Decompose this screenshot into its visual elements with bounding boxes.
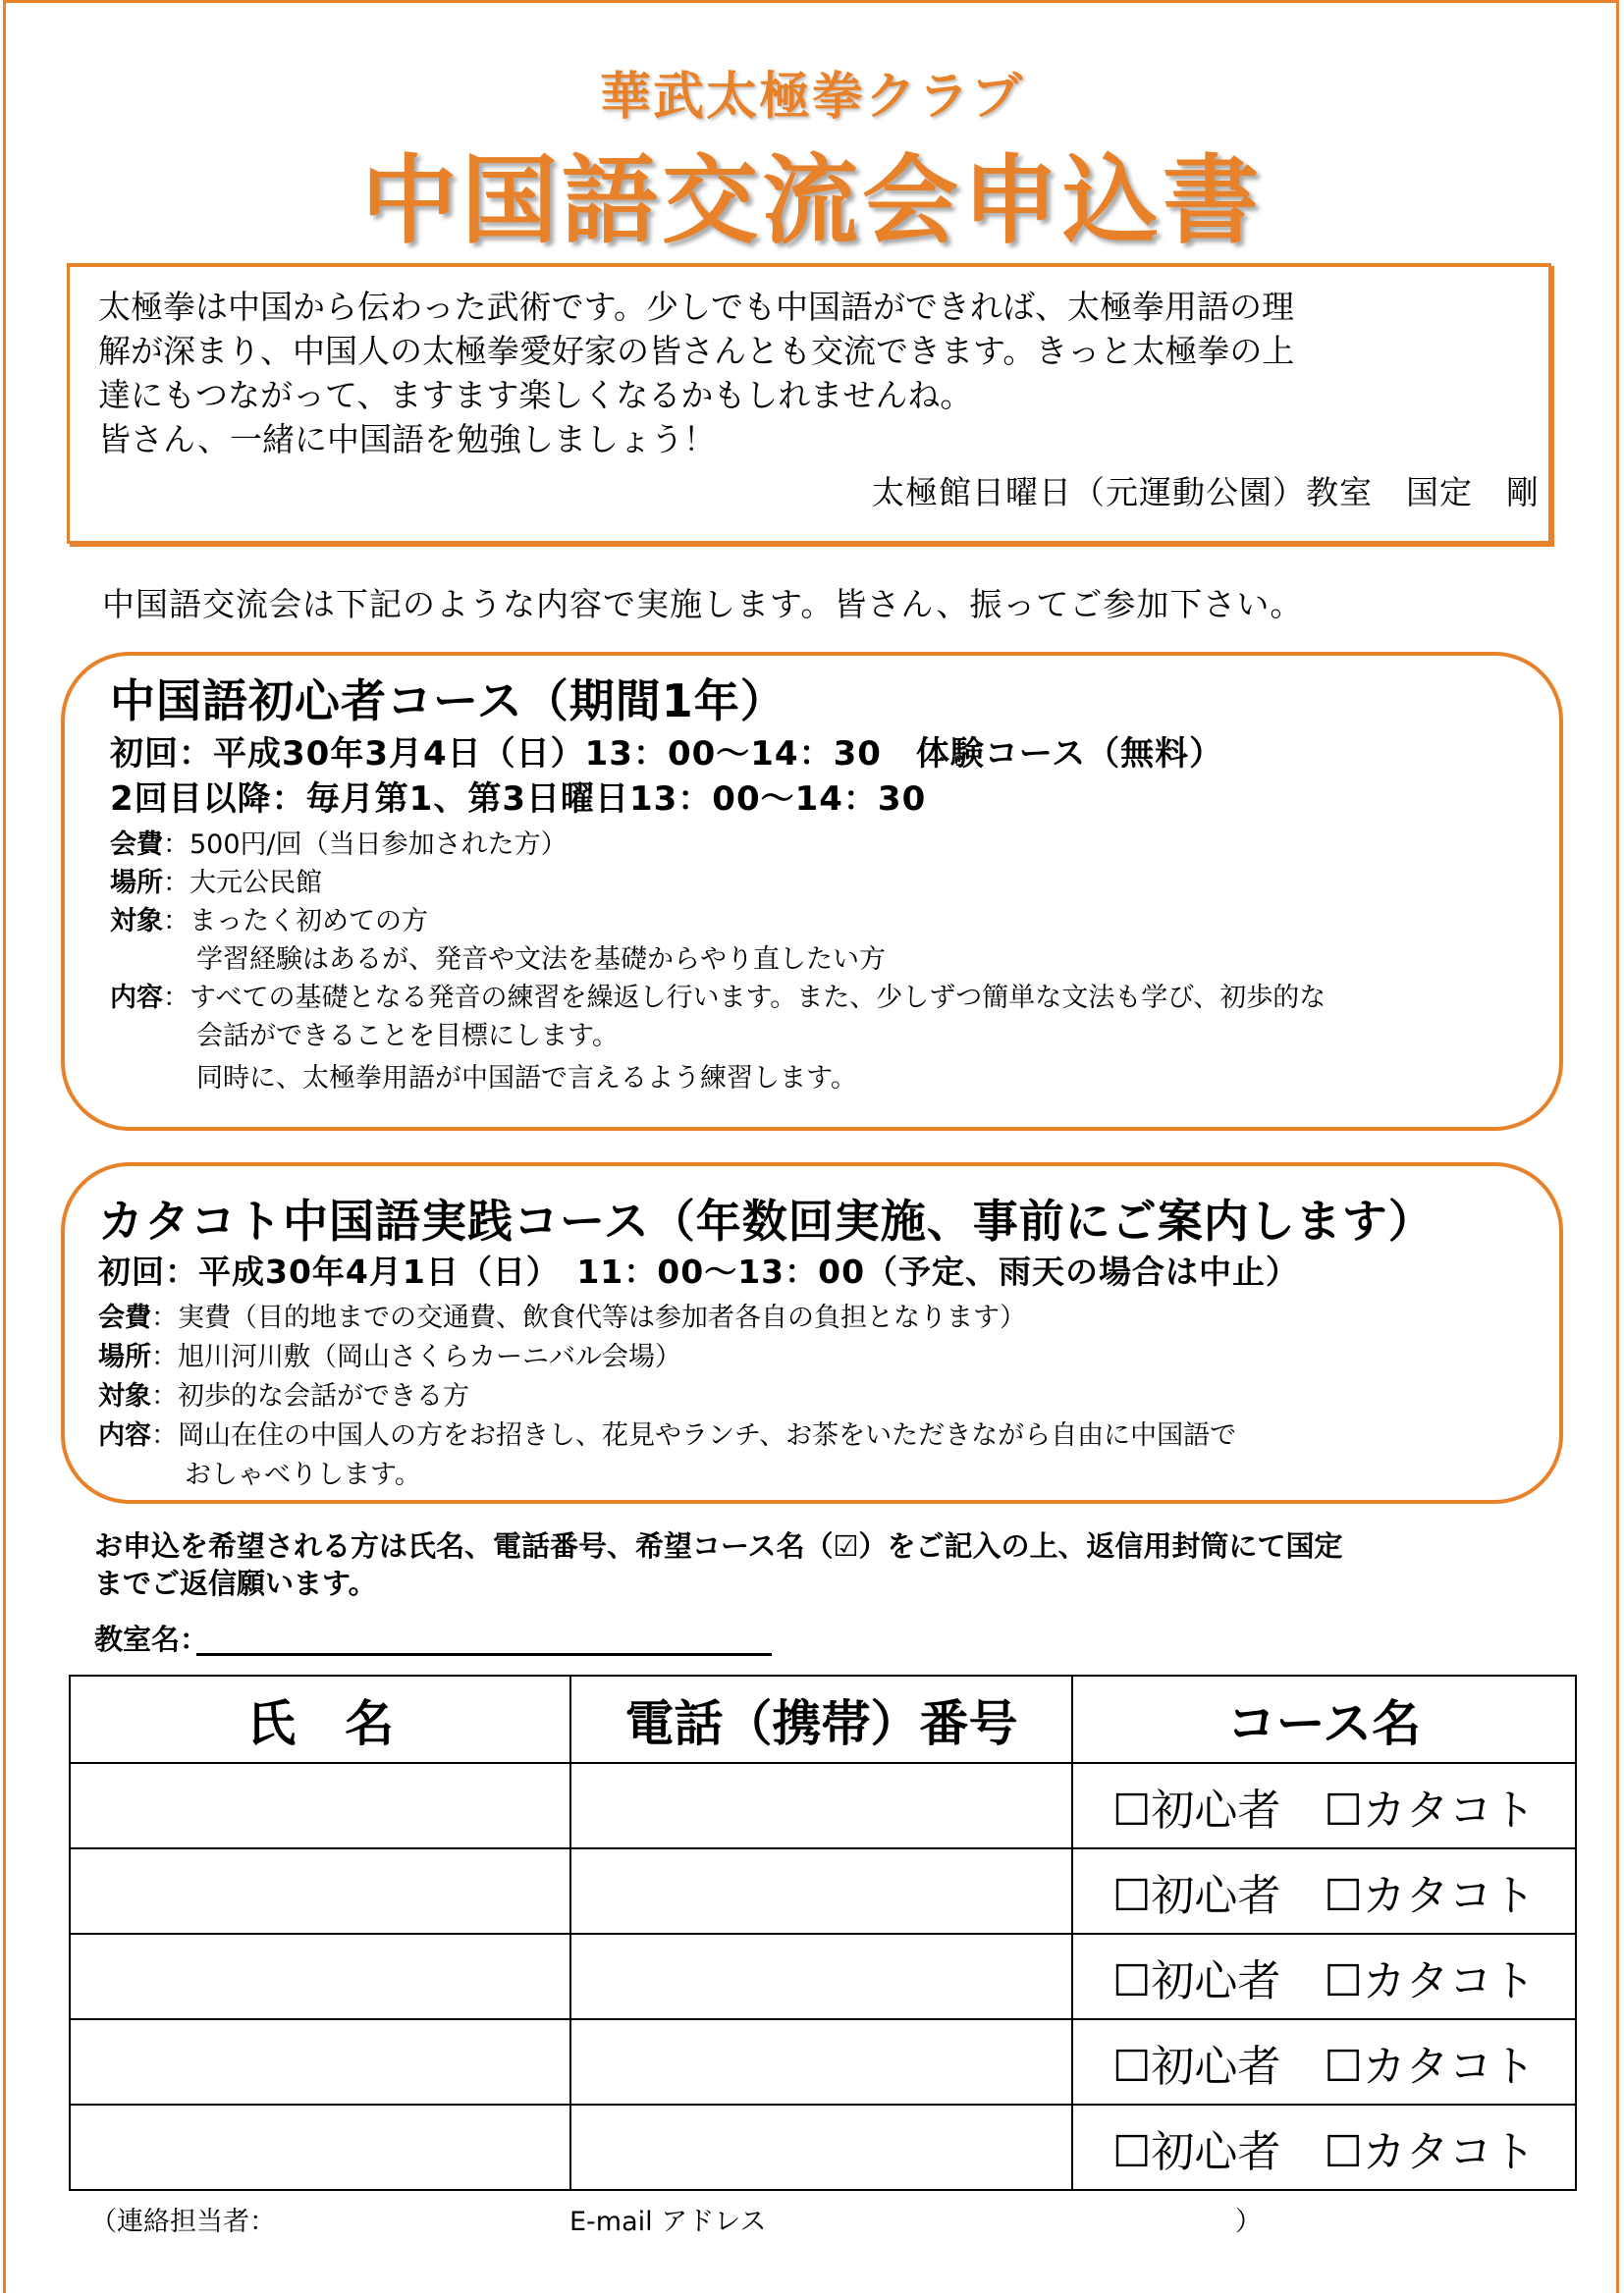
course2-first: 初回：平成30年4月1日（日） 11：00～13：00（予定、雨天の場合は中止） [98, 1253, 1300, 1291]
target-value: ：まったく初めての方 [163, 906, 428, 936]
email-label: E-mail アドレス [569, 2207, 767, 2237]
table-row [70, 1934, 1576, 2019]
target-label: 対象 [110, 906, 163, 936]
header-name: 氏 名 [70, 1676, 570, 1763]
course-checkboxes[interactable]: ☐初心者 ☐カタコト [1072, 1934, 1576, 2019]
application-table [69, 1675, 1577, 2191]
name-field[interactable] [70, 1934, 570, 2019]
course2-content-2: おしゃべりします。 [185, 1460, 421, 1490]
course1-content-3: 同時に、太極拳用語が中国語で言えるよう練習します。 [196, 1063, 857, 1094]
table-row [70, 2019, 1576, 2105]
intro-text [98, 285, 1532, 461]
course1-content-2: 会話ができることを目標にします。 [196, 1021, 619, 1051]
course-checkboxes[interactable]: ☐初心者 ☐カタコト [1072, 1763, 1576, 1848]
course1-title: 中国語初心者コース（期間1年） [110, 674, 786, 727]
table-row [70, 1763, 1576, 1848]
fee-label: 会費 [110, 829, 163, 860]
course1-schedule: 2回目以降：毎月第1、第3日曜日13：00～14：30 [110, 779, 927, 819]
course1-target-2: 学習経験はあるが、発音や文法を基礎からやり直したい方 [196, 944, 886, 975]
place-value: ：大元公民館 [163, 868, 322, 898]
phone-field[interactable] [570, 1848, 1071, 1934]
course2-fee [98, 1296, 1026, 1334]
intro-line: 解が深まり、中国人の太極拳愛好家の皆さんとも交流できます。きっと太極拳の上 [98, 332, 1295, 370]
fee-value: ：実費（目的地までの交通費、飲食代等は参加者各自の負担となります） [151, 1303, 1026, 1333]
content-value: ：岡山在住の中国人の方をお招きし、花見やランチ、お茶をいただきながら自由に中国語で [151, 1420, 1237, 1451]
club-title: 華武太極拳クラブ [599, 68, 1024, 127]
phone-field[interactable] [570, 2105, 1071, 2190]
apply-line: お申込を希望される方は氏名、電話番号、希望コース名（☑）をご記入の上、返信用封筒にて国定 [94, 1529, 1343, 1563]
place-value: ：旭川河川敷（岡山さくらカーニバル会場） [151, 1342, 681, 1372]
place-label: 場所 [98, 1342, 151, 1372]
content-value: ：すべての基礎となる発音の練習を繰返し行います。また、少しずつ簡単な文法も学び、初歩的な [163, 983, 1326, 1013]
name-field[interactable] [70, 2019, 570, 2105]
page-title: 中国語交流会申込書 [360, 145, 1263, 257]
target-label: 対象 [98, 1381, 151, 1412]
course2-target [98, 1374, 469, 1413]
name-field[interactable] [70, 2105, 570, 2190]
course1-target [110, 899, 428, 937]
target-value: ：初歩的な会話ができる方 [151, 1381, 469, 1412]
course-checkboxes[interactable]: ☐初心者 ☐カタコト [1072, 1848, 1576, 1934]
course-checkboxes[interactable]: ☐初心者 ☐カタコト [1072, 2105, 1576, 2190]
notice-text: 中国語交流会は下記のような内容で実施します。皆さん、振ってご参加下さい。 [102, 585, 1304, 623]
table-header-row [70, 1676, 1576, 1763]
course1-content [110, 976, 1326, 1014]
header-phone: 電話（携帯）番号 [570, 1676, 1071, 1763]
intro-line: 皆さん、一緒に中国語を勉強しましょう！ [98, 420, 716, 458]
intro-line: 太極拳は中国から伝わった武術です。少しでも中国語ができれば、太極拳用語の理 [98, 288, 1295, 326]
apply-line: までご返信願います。 [94, 1567, 377, 1600]
classroom-label: 教室名： [94, 1623, 209, 1656]
course2-content [98, 1414, 1236, 1452]
apply-instructions [94, 1527, 1343, 1602]
course1-first: 初回：平成30年3月4日（日）13：00～14：30 体験コース（無料） [110, 734, 1224, 774]
contact-person-label: （連絡担当者： [90, 2207, 276, 2237]
course1-place [110, 861, 322, 899]
intro-signature: 太極館日曜日（元運動公園）教室 国定 剛 [872, 473, 1540, 511]
intro-line: 達にもつながって、ますます楽しくなるかもしれませんね。 [98, 376, 973, 414]
phone-field[interactable] [570, 1763, 1071, 1848]
contact-close: ） [1235, 2207, 1262, 2237]
table-row [70, 2105, 1576, 2190]
phone-field[interactable] [570, 1934, 1071, 2019]
content-label: 内容 [98, 1420, 151, 1451]
table-row [70, 1848, 1576, 1934]
name-field[interactable] [70, 1848, 570, 1934]
course-checkboxes[interactable]: ☐初心者 ☐カタコト [1072, 2019, 1576, 2105]
content-label: 内容 [110, 983, 163, 1013]
header-course: コース名 [1072, 1676, 1576, 1763]
fee-value: ：500円/回（当日参加された方） [163, 829, 568, 860]
course1-fee [110, 823, 568, 861]
classroom-field[interactable] [196, 1653, 772, 1656]
name-field[interactable] [70, 1763, 570, 1848]
course2-title: カタコト中国語実践コース（年数回実施、事前にご案内します） [98, 1195, 1435, 1248]
course2-place [98, 1335, 681, 1373]
place-label: 場所 [110, 868, 163, 898]
fee-label: 会費 [98, 1303, 151, 1333]
phone-field[interactable] [570, 2019, 1071, 2105]
